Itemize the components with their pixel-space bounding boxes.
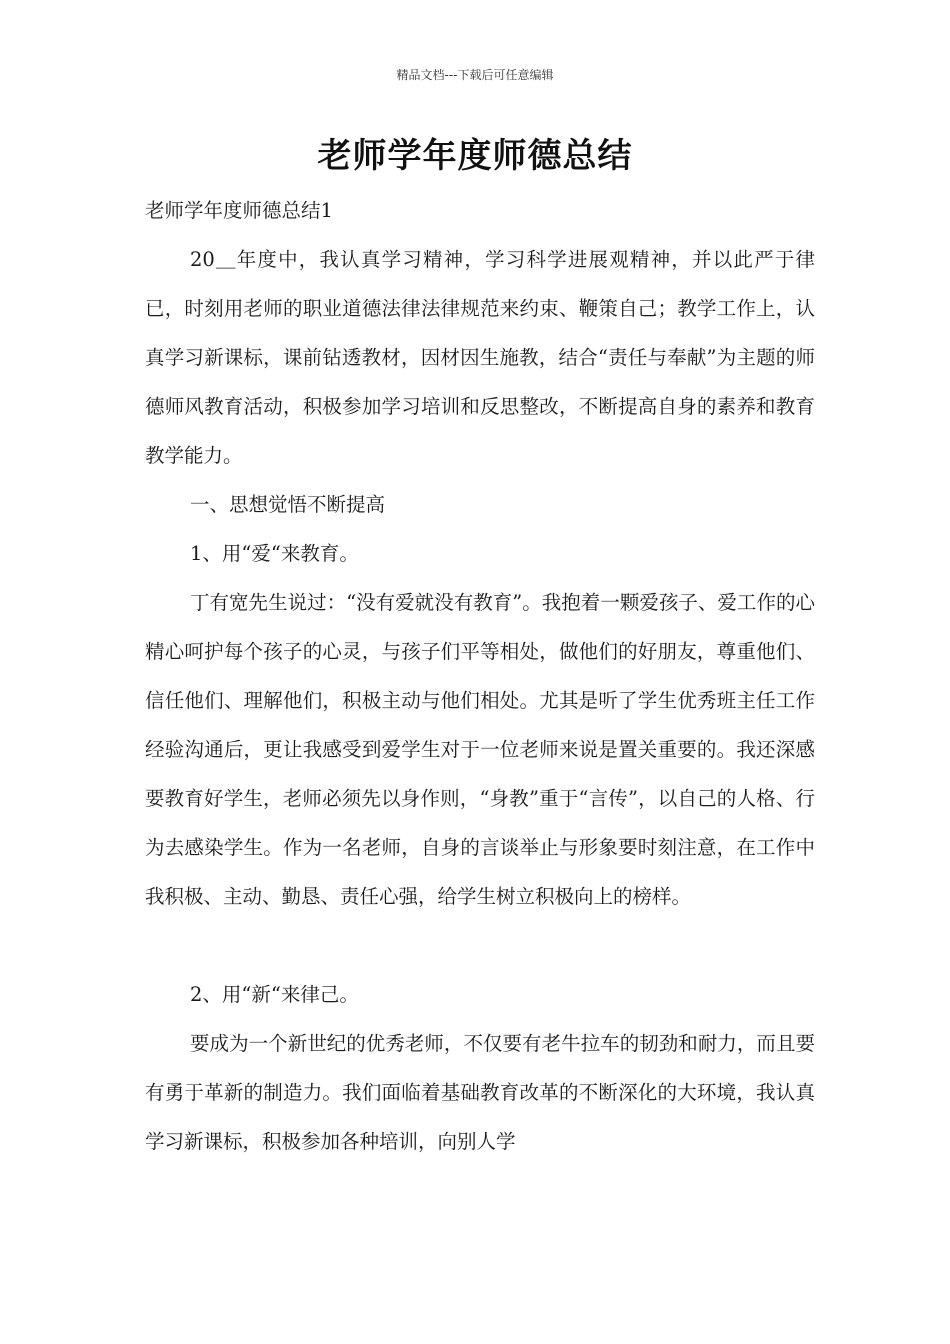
document-subtitle: 老师学年度师德总结1 (145, 199, 333, 222)
section-heading: 一、思想觉悟不断提高 (190, 493, 386, 516)
header-note: 精品文档---下载后可任意编辑 (396, 68, 554, 82)
paragraph-innovation: 要成为一个新世纪的优秀老师，不仅要有老牛拉车的韧劲和耐力，而且要有勇于革新的制造力。我们面临着基础教育改革的不断深化的大环境，我认真学习新课标，积极参加各种培训，向别人学 (145, 1032, 815, 1153)
document-body (145, 186, 815, 1166)
paragraph-intro: 20＿年度中，我认真学习精神，学习科学进展观精神，并以此严于律已，时刻用老师的职业道德法律法律规范来约束、鞭策自己；教学工作上，认真学习新课标，课前钻透教材，因材因生施教，结合“责任与奉献”为主题的师德师风教育活动，积极参加学习培训和反思整改，不断提高自身的素养和教育教学能力。 (145, 248, 815, 467)
paragraph-gap (145, 921, 815, 970)
item-heading-1: 1、用“爱“来教育。 (190, 542, 359, 565)
paragraph-love-education: 丁有宽先生说过：“没有爱就没有教育”。我抱着一颗爱孩子、爱工作的心精心呵护每个孩子的心灵，与孩子们平等相处，做他们的好朋友，尊重他们、信任他们、理解他们，积极主动与他们相处。尤其是听了学生优秀班主任工作经验沟通后，更让我感受到爱学生对于一位老师来说是置关重要的。我还深感要教育好学生，老师必须先以身作则，“身教”重于“言传”，以自己的人格、行为去感染学生。作为一名老师，自身的言谈举止与形象要时刻注意，在工作中我积极、主动、勤恳、责任心强，给学生树立积极向上的榜样。 (145, 591, 815, 908)
page-title: 老师学年度师德总结 (317, 136, 633, 176)
item-heading-2: 2、用“新“来律己。 (190, 983, 359, 1006)
